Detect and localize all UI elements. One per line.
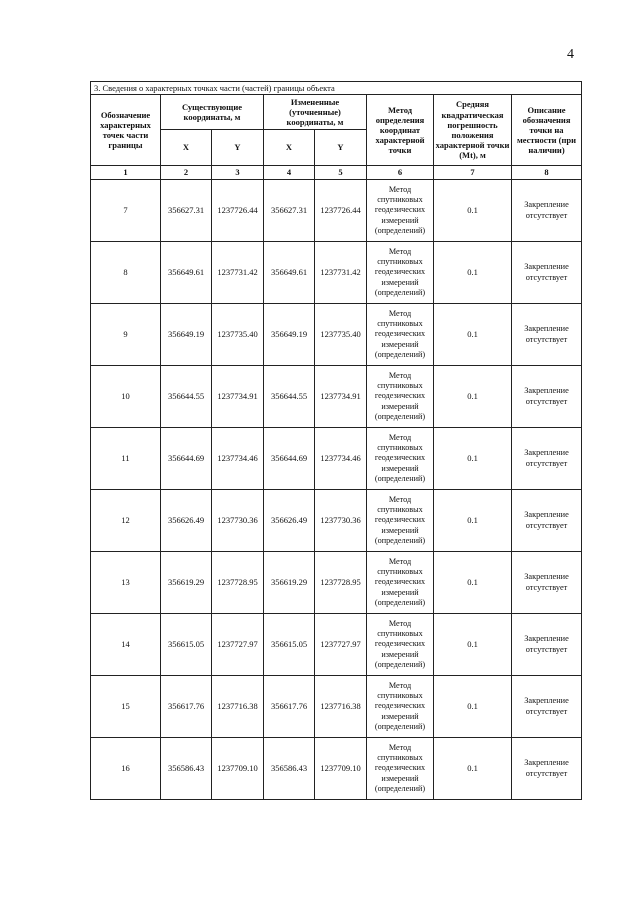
description-cell: Закрепление отсутствует — [512, 242, 582, 304]
point-number-cell: 13 — [91, 552, 161, 614]
table-row — [91, 738, 582, 800]
existing-x-cell: 356617.76 — [161, 676, 212, 738]
point-number-cell: 16 — [91, 738, 161, 800]
point-number-cell: 11 — [91, 428, 161, 490]
changed-x-cell: 356615.05 — [264, 614, 315, 676]
existing-y-cell: 1237728.95 — [212, 552, 264, 614]
changed-y-cell: 1237709.10 — [315, 738, 367, 800]
point-number-cell: 9 — [91, 304, 161, 366]
table-row — [91, 676, 582, 738]
table-row — [91, 614, 582, 676]
changed-x-cell: 356619.29 — [264, 552, 315, 614]
changed-x-cell: 356644.69 — [264, 428, 315, 490]
description-cell: Закрепление отсутствует — [512, 614, 582, 676]
header-existing-x: X — [161, 130, 212, 166]
table-row — [91, 242, 582, 304]
existing-y-cell: 1237709.10 — [212, 738, 264, 800]
accuracy-cell: 0.1 — [434, 428, 512, 490]
method-cell: Метод спутниковых геодезических измерений (определений) — [367, 738, 434, 800]
existing-x-cell: 356644.55 — [161, 366, 212, 428]
table-row — [91, 552, 582, 614]
method-cell: Метод спутниковых геодезических измерений (определений) — [367, 428, 434, 490]
column-number: 6 — [367, 166, 434, 180]
existing-y-cell: 1237716.38 — [212, 676, 264, 738]
header-description: Описание обозначения точки на местности (при наличии) — [512, 95, 582, 166]
accuracy-cell: 0.1 — [434, 242, 512, 304]
method-cell: Метод спутниковых геодезических измерений (определений) — [367, 242, 434, 304]
existing-x-cell: 356586.43 — [161, 738, 212, 800]
changed-y-cell: 1237727.97 — [315, 614, 367, 676]
existing-x-cell: 356626.49 — [161, 490, 212, 552]
method-cell: Метод спутниковых геодезических измерений (определений) — [367, 366, 434, 428]
table-row — [91, 428, 582, 490]
accuracy-cell: 0.1 — [434, 490, 512, 552]
header-point-designation: Обозначение характерных точек части границы — [91, 95, 161, 166]
accuracy-cell: 0.1 — [434, 676, 512, 738]
changed-x-cell: 356586.43 — [264, 738, 315, 800]
existing-y-cell: 1237735.40 — [212, 304, 264, 366]
point-number-cell: 8 — [91, 242, 161, 304]
header-method: Метод определения координат характерной точки — [367, 95, 434, 166]
changed-y-cell: 1237734.91 — [315, 366, 367, 428]
page-number: 4 — [567, 47, 574, 62]
accuracy-cell: 0.1 — [434, 614, 512, 676]
header-existing-y: Y — [212, 130, 264, 166]
header-existing-coordinates: Существующие координаты, м — [161, 95, 264, 130]
method-cell: Метод спутниковых геодезических измерений (определений) — [367, 676, 434, 738]
description-cell: Закрепление отсутствует — [512, 428, 582, 490]
accuracy-cell: 0.1 — [434, 738, 512, 800]
accuracy-cell: 0.1 — [434, 180, 512, 242]
header-changed-x: X — [264, 130, 315, 166]
changed-y-cell: 1237731.42 — [315, 242, 367, 304]
column-number: 4 — [264, 166, 315, 180]
changed-y-cell: 1237735.40 — [315, 304, 367, 366]
method-cell: Метод спутниковых геодезических измерений (определений) — [367, 304, 434, 366]
column-number: 5 — [315, 166, 367, 180]
existing-y-cell: 1237727.97 — [212, 614, 264, 676]
existing-y-cell: 1237730.36 — [212, 490, 264, 552]
changed-x-cell: 356644.55 — [264, 366, 315, 428]
table-body — [91, 180, 582, 800]
table-row — [91, 304, 582, 366]
boundary-points-table — [90, 81, 582, 800]
existing-x-cell: 356619.29 — [161, 552, 212, 614]
description-cell: Закрепление отсутствует — [512, 738, 582, 800]
point-number-cell: 7 — [91, 180, 161, 242]
description-cell: Закрепление отсутствует — [512, 552, 582, 614]
existing-x-cell: 356649.61 — [161, 242, 212, 304]
point-number-cell: 10 — [91, 366, 161, 428]
existing-x-cell: 356615.05 — [161, 614, 212, 676]
table-row — [91, 490, 582, 552]
column-number: 8 — [512, 166, 582, 180]
changed-x-cell: 356627.31 — [264, 180, 315, 242]
column-number: 7 — [434, 166, 512, 180]
method-cell: Метод спутниковых геодезических измерений (определений) — [367, 552, 434, 614]
point-number-cell: 12 — [91, 490, 161, 552]
changed-x-cell: 356617.76 — [264, 676, 315, 738]
changed-y-cell: 1237734.46 — [315, 428, 367, 490]
existing-y-cell: 1237734.91 — [212, 366, 264, 428]
changed-y-cell: 1237728.95 — [315, 552, 367, 614]
description-cell: Закрепление отсутствует — [512, 366, 582, 428]
changed-y-cell: 1237730.36 — [315, 490, 367, 552]
accuracy-cell: 0.1 — [434, 304, 512, 366]
existing-x-cell: 356644.69 — [161, 428, 212, 490]
changed-y-cell: 1237716.38 — [315, 676, 367, 738]
existing-x-cell: 356649.19 — [161, 304, 212, 366]
table-row — [91, 366, 582, 428]
method-cell: Метод спутниковых геодезических измерений (определений) — [367, 490, 434, 552]
column-number: 2 — [161, 166, 212, 180]
existing-x-cell: 356627.31 — [161, 180, 212, 242]
point-number-cell: 15 — [91, 676, 161, 738]
changed-y-cell: 1237726.44 — [315, 180, 367, 242]
description-cell: Закрепление отсутствует — [512, 304, 582, 366]
description-cell: Закрепление отсутствует — [512, 676, 582, 738]
changed-x-cell: 356649.19 — [264, 304, 315, 366]
changed-x-cell: 356626.49 — [264, 490, 315, 552]
header-accuracy: Средняя квадратическая погрешность положения характерной точки (Mt), м — [434, 95, 512, 166]
existing-y-cell: 1237734.46 — [212, 428, 264, 490]
method-cell: Метод спутниковых геодезических измерений (определений) — [367, 614, 434, 676]
existing-y-cell: 1237726.44 — [212, 180, 264, 242]
column-number: 1 — [91, 166, 161, 180]
accuracy-cell: 0.1 — [434, 366, 512, 428]
table-row — [91, 180, 582, 242]
column-number: 3 — [212, 166, 264, 180]
method-cell: Метод спутниковых геодезических измерений (определений) — [367, 180, 434, 242]
description-cell: Закрепление отсутствует — [512, 180, 582, 242]
column-number-row — [91, 166, 582, 180]
changed-x-cell: 356649.61 — [264, 242, 315, 304]
point-number-cell: 14 — [91, 614, 161, 676]
description-cell: Закрепление отсутствует — [512, 490, 582, 552]
table-caption: 3. Сведения о характерных точках части (частей) границы объекта — [91, 82, 582, 95]
accuracy-cell: 0.1 — [434, 552, 512, 614]
header-changed-coordinates: Измененные (уточненные) координаты, м — [264, 95, 367, 130]
header-changed-y: Y — [315, 130, 367, 166]
existing-y-cell: 1237731.42 — [212, 242, 264, 304]
